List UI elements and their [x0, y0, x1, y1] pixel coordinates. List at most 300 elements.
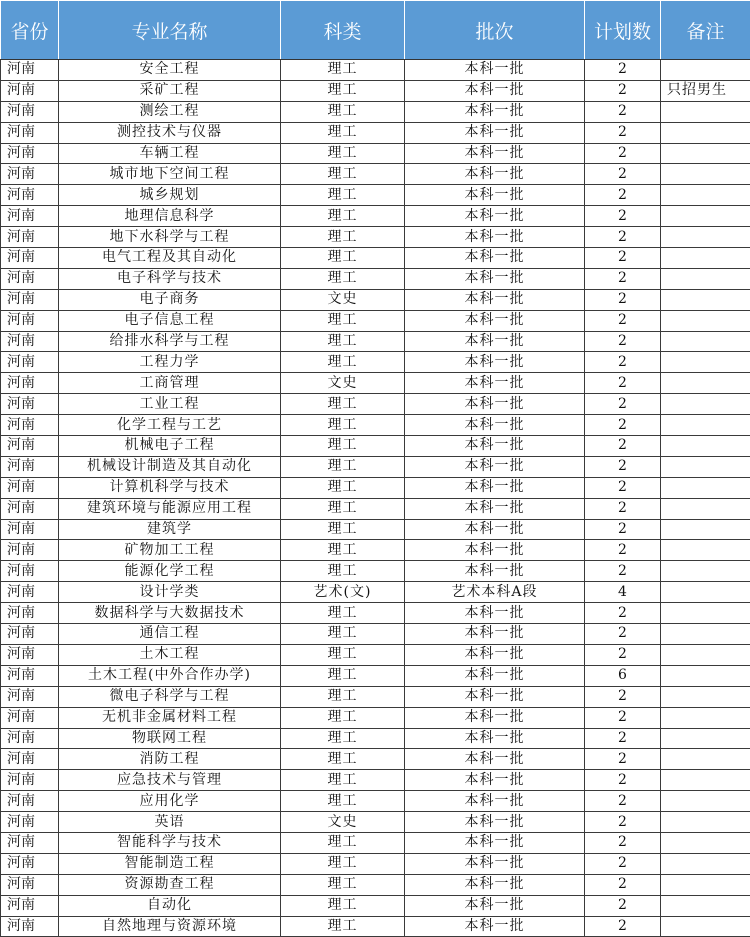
- cell-category: 理工: [281, 456, 405, 477]
- cell-category: 理工: [281, 394, 405, 415]
- cell-province: 河南: [1, 415, 59, 436]
- cell-note: [661, 415, 750, 436]
- header-batch: 批次: [405, 1, 585, 60]
- cell-category: 艺术(文): [281, 582, 405, 603]
- cell-plan: 2: [585, 477, 661, 498]
- cell-province: 河南: [1, 916, 59, 937]
- cell-plan: 2: [585, 686, 661, 707]
- cell-note: [661, 394, 750, 415]
- cell-note: [661, 164, 750, 185]
- table-row: [1, 436, 750, 457]
- cell-plan: 2: [585, 310, 661, 331]
- cell-batch: 本科一批: [405, 101, 585, 122]
- table-row: [1, 832, 750, 853]
- cell-province: 河南: [1, 874, 59, 895]
- cell-note: [661, 624, 750, 645]
- cell-major: 测控技术与仪器: [59, 122, 281, 143]
- cell-major: 应用化学: [59, 791, 281, 812]
- cell-major: 车辆工程: [59, 143, 281, 164]
- cell-major: 能源化学工程: [59, 561, 281, 582]
- cell-province: 河南: [1, 101, 59, 122]
- cell-batch: 本科一批: [405, 248, 585, 269]
- table-header: [1, 1, 750, 60]
- cell-plan: 2: [585, 227, 661, 248]
- cell-major: 工业工程: [59, 394, 281, 415]
- cell-plan: 2: [585, 289, 661, 310]
- cell-category: 理工: [281, 80, 405, 101]
- cell-plan: 6: [585, 665, 661, 686]
- cell-plan: 2: [585, 394, 661, 415]
- cell-plan: 2: [585, 185, 661, 206]
- cell-major: 机械电子工程: [59, 436, 281, 457]
- cell-note: [661, 644, 750, 665]
- cell-note: [661, 519, 750, 540]
- cell-plan: 2: [585, 352, 661, 373]
- cell-batch: 本科一批: [405, 268, 585, 289]
- table-row: [1, 519, 750, 540]
- cell-batch: 本科一批: [405, 352, 585, 373]
- cell-note: [661, 289, 750, 310]
- cell-province: 河南: [1, 456, 59, 477]
- cell-category: 理工: [281, 728, 405, 749]
- cell-category: 理工: [281, 916, 405, 937]
- table-row: [1, 143, 750, 164]
- table-row: [1, 498, 750, 519]
- cell-note: [661, 268, 750, 289]
- table-body: [1, 60, 750, 937]
- cell-major: 电子信息工程: [59, 310, 281, 331]
- cell-batch: 本科一批: [405, 874, 585, 895]
- cell-note: [661, 373, 750, 394]
- cell-major: 应急技术与管理: [59, 770, 281, 791]
- cell-batch: 本科一批: [405, 770, 585, 791]
- cell-province: 河南: [1, 185, 59, 206]
- cell-major: 计算机科学与技术: [59, 477, 281, 498]
- cell-note: [661, 206, 750, 227]
- table-row: [1, 812, 750, 833]
- cell-province: 河南: [1, 519, 59, 540]
- cell-batch: 本科一批: [405, 832, 585, 853]
- cell-major: 电子商务: [59, 289, 281, 310]
- cell-major: 化学工程与工艺: [59, 415, 281, 436]
- cell-batch: 本科一批: [405, 540, 585, 561]
- cell-plan: 2: [585, 122, 661, 143]
- cell-major: 自动化: [59, 895, 281, 916]
- table-row: [1, 770, 750, 791]
- cell-batch: 本科一批: [405, 436, 585, 457]
- table-row: [1, 227, 750, 248]
- cell-batch: 本科一批: [405, 227, 585, 248]
- cell-category: 理工: [281, 519, 405, 540]
- cell-category: 理工: [281, 122, 405, 143]
- cell-province: 河南: [1, 603, 59, 624]
- cell-province: 河南: [1, 561, 59, 582]
- cell-batch: 本科一批: [405, 916, 585, 937]
- cell-batch: 本科一批: [405, 791, 585, 812]
- cell-batch: 本科一批: [405, 310, 585, 331]
- cell-note: [661, 728, 750, 749]
- cell-province: 河南: [1, 853, 59, 874]
- cell-province: 河南: [1, 665, 59, 686]
- cell-category: 理工: [281, 791, 405, 812]
- cell-major: 数据科学与大数据技术: [59, 603, 281, 624]
- table-row: [1, 624, 750, 645]
- cell-batch: 本科一批: [405, 644, 585, 665]
- table-row: [1, 728, 750, 749]
- table-row: [1, 665, 750, 686]
- cell-category: 理工: [281, 603, 405, 624]
- cell-batch: 本科一批: [405, 415, 585, 436]
- cell-batch: 本科一批: [405, 812, 585, 833]
- cell-category: 理工: [281, 227, 405, 248]
- cell-batch: 本科一批: [405, 498, 585, 519]
- cell-major: 地理信息科学: [59, 206, 281, 227]
- cell-note: [661, 248, 750, 269]
- table-row: [1, 60, 750, 81]
- cell-batch: 本科一批: [405, 331, 585, 352]
- cell-plan: 2: [585, 80, 661, 101]
- cell-note: [661, 749, 750, 770]
- cell-batch: 本科一批: [405, 728, 585, 749]
- cell-batch: 本科一批: [405, 394, 585, 415]
- cell-batch: 本科一批: [405, 853, 585, 874]
- cell-province: 河南: [1, 373, 59, 394]
- header-major: 专业名称: [59, 1, 281, 60]
- cell-category: 理工: [281, 164, 405, 185]
- cell-major: 城市地下空间工程: [59, 164, 281, 185]
- header-province: 省份: [1, 1, 59, 60]
- cell-province: 河南: [1, 540, 59, 561]
- cell-province: 河南: [1, 248, 59, 269]
- cell-note: [661, 832, 750, 853]
- cell-province: 河南: [1, 895, 59, 916]
- cell-category: 理工: [281, 624, 405, 645]
- cell-major: 电子科学与技术: [59, 268, 281, 289]
- cell-plan: 2: [585, 644, 661, 665]
- cell-major: 无机非金属材料工程: [59, 707, 281, 728]
- cell-note: [661, 331, 750, 352]
- cell-note: [661, 665, 750, 686]
- cell-plan: 2: [585, 832, 661, 853]
- cell-plan: 2: [585, 874, 661, 895]
- cell-batch: 本科一批: [405, 185, 585, 206]
- cell-plan: 2: [585, 603, 661, 624]
- cell-batch: 本科一批: [405, 80, 585, 101]
- cell-category: 理工: [281, 665, 405, 686]
- table-row: [1, 415, 750, 436]
- cell-batch: 本科一批: [405, 289, 585, 310]
- cell-province: 河南: [1, 812, 59, 833]
- cell-note: [661, 770, 750, 791]
- cell-category: 理工: [281, 268, 405, 289]
- cell-province: 河南: [1, 310, 59, 331]
- cell-province: 河南: [1, 644, 59, 665]
- cell-category: 理工: [281, 540, 405, 561]
- cell-major: 电气工程及其自动化: [59, 248, 281, 269]
- cell-plan: 2: [585, 164, 661, 185]
- cell-province: 河南: [1, 227, 59, 248]
- cell-province: 河南: [1, 289, 59, 310]
- cell-note: [661, 582, 750, 603]
- cell-category: 理工: [281, 749, 405, 770]
- cell-major: 物联网工程: [59, 728, 281, 749]
- cell-note: [661, 227, 750, 248]
- cell-category: 理工: [281, 770, 405, 791]
- table-row: [1, 310, 750, 331]
- cell-batch: 本科一批: [405, 206, 585, 227]
- table-row: [1, 331, 750, 352]
- cell-category: 理工: [281, 310, 405, 331]
- cell-plan: 2: [585, 519, 661, 540]
- cell-plan: 2: [585, 749, 661, 770]
- table-row: [1, 874, 750, 895]
- cell-batch: 本科一批: [405, 456, 585, 477]
- table-row: [1, 456, 750, 477]
- cell-batch: 本科一批: [405, 624, 585, 645]
- cell-note: [661, 603, 750, 624]
- cell-province: 河南: [1, 498, 59, 519]
- table-row: [1, 122, 750, 143]
- table-row: [1, 749, 750, 770]
- header-category: 科类: [281, 1, 405, 60]
- table-row: [1, 185, 750, 206]
- table-row: [1, 895, 750, 916]
- cell-province: 河南: [1, 686, 59, 707]
- cell-province: 河南: [1, 80, 59, 101]
- table-row: [1, 686, 750, 707]
- cell-category: 理工: [281, 477, 405, 498]
- cell-plan: 2: [585, 60, 661, 81]
- cell-batch: 本科一批: [405, 519, 585, 540]
- cell-plan: 2: [585, 498, 661, 519]
- cell-province: 河南: [1, 331, 59, 352]
- table-row: [1, 164, 750, 185]
- cell-major: 采矿工程: [59, 80, 281, 101]
- table-row: [1, 373, 750, 394]
- table-row: [1, 644, 750, 665]
- cell-plan: 2: [585, 540, 661, 561]
- table-row: [1, 206, 750, 227]
- cell-province: 河南: [1, 707, 59, 728]
- cell-batch: 艺术本科A段: [405, 582, 585, 603]
- cell-major: 智能制造工程: [59, 853, 281, 874]
- cell-major: 微电子科学与工程: [59, 686, 281, 707]
- cell-plan: 2: [585, 624, 661, 645]
- cell-province: 河南: [1, 582, 59, 603]
- cell-province: 河南: [1, 770, 59, 791]
- cell-plan: 2: [585, 206, 661, 227]
- cell-major: 工商管理: [59, 373, 281, 394]
- cell-batch: 本科一批: [405, 122, 585, 143]
- header-plan: 计划数: [585, 1, 661, 60]
- cell-category: 理工: [281, 101, 405, 122]
- table-row: [1, 477, 750, 498]
- cell-note: [661, 853, 750, 874]
- cell-batch: 本科一批: [405, 665, 585, 686]
- cell-plan: 2: [585, 791, 661, 812]
- cell-note: [661, 686, 750, 707]
- cell-major: 机械设计制造及其自动化: [59, 456, 281, 477]
- cell-plan: 2: [585, 456, 661, 477]
- cell-category: 文史: [281, 289, 405, 310]
- cell-batch: 本科一批: [405, 60, 585, 81]
- cell-plan: 2: [585, 268, 661, 289]
- cell-batch: 本科一批: [405, 686, 585, 707]
- cell-category: 理工: [281, 874, 405, 895]
- cell-major: 给排水科学与工程: [59, 331, 281, 352]
- cell-batch: 本科一批: [405, 895, 585, 916]
- cell-batch: 本科一批: [405, 603, 585, 624]
- table-row: [1, 561, 750, 582]
- cell-note: [661, 456, 750, 477]
- cell-category: 理工: [281, 498, 405, 519]
- table-row: [1, 80, 750, 101]
- cell-major: 设计学类: [59, 582, 281, 603]
- cell-batch: 本科一批: [405, 143, 585, 164]
- cell-note: 只招男生: [661, 80, 750, 101]
- cell-category: 理工: [281, 352, 405, 373]
- cell-plan: 2: [585, 853, 661, 874]
- cell-note: [661, 352, 750, 373]
- cell-category: 理工: [281, 143, 405, 164]
- header-row: [1, 1, 750, 60]
- cell-note: [661, 185, 750, 206]
- cell-major: 消防工程: [59, 749, 281, 770]
- cell-major: 矿物加工工程: [59, 540, 281, 561]
- cell-category: 理工: [281, 415, 405, 436]
- cell-batch: 本科一批: [405, 749, 585, 770]
- cell-note: [661, 60, 750, 81]
- table-row: [1, 352, 750, 373]
- cell-province: 河南: [1, 352, 59, 373]
- cell-major: 英语: [59, 812, 281, 833]
- cell-note: [661, 895, 750, 916]
- cell-province: 河南: [1, 143, 59, 164]
- cell-plan: 2: [585, 812, 661, 833]
- cell-plan: 2: [585, 707, 661, 728]
- cell-province: 河南: [1, 832, 59, 853]
- cell-batch: 本科一批: [405, 164, 585, 185]
- cell-major: 通信工程: [59, 624, 281, 645]
- cell-province: 河南: [1, 268, 59, 289]
- cell-category: 理工: [281, 561, 405, 582]
- cell-plan: 2: [585, 770, 661, 791]
- cell-plan: 2: [585, 895, 661, 916]
- cell-batch: 本科一批: [405, 707, 585, 728]
- table-row: [1, 603, 750, 624]
- cell-province: 河南: [1, 206, 59, 227]
- table-row: [1, 707, 750, 728]
- cell-note: [661, 791, 750, 812]
- cell-province: 河南: [1, 791, 59, 812]
- cell-category: 理工: [281, 707, 405, 728]
- cell-province: 河南: [1, 624, 59, 645]
- cell-major: 土木工程: [59, 644, 281, 665]
- cell-province: 河南: [1, 164, 59, 185]
- cell-plan: 2: [585, 415, 661, 436]
- table-row: [1, 791, 750, 812]
- cell-province: 河南: [1, 477, 59, 498]
- cell-note: [661, 436, 750, 457]
- cell-plan: 2: [585, 331, 661, 352]
- cell-note: [661, 540, 750, 561]
- cell-category: 文史: [281, 812, 405, 833]
- cell-category: 理工: [281, 60, 405, 81]
- cell-major: 智能科学与技术: [59, 832, 281, 853]
- cell-category: 理工: [281, 248, 405, 269]
- cell-note: [661, 310, 750, 331]
- header-note: 备注: [661, 1, 750, 60]
- cell-major: 地下水科学与工程: [59, 227, 281, 248]
- table-row: [1, 582, 750, 603]
- cell-note: [661, 122, 750, 143]
- cell-major: 工程力学: [59, 352, 281, 373]
- table-row: [1, 540, 750, 561]
- cell-note: [661, 812, 750, 833]
- cell-plan: 2: [585, 143, 661, 164]
- cell-batch: 本科一批: [405, 373, 585, 394]
- cell-category: 理工: [281, 895, 405, 916]
- cell-province: 河南: [1, 749, 59, 770]
- cell-note: [661, 143, 750, 164]
- cell-plan: 2: [585, 373, 661, 394]
- cell-note: [661, 561, 750, 582]
- cell-category: 理工: [281, 331, 405, 352]
- cell-province: 河南: [1, 60, 59, 81]
- cell-province: 河南: [1, 394, 59, 415]
- table-row: [1, 289, 750, 310]
- table-row: [1, 101, 750, 122]
- table-row: [1, 248, 750, 269]
- cell-category: 理工: [281, 436, 405, 457]
- cell-note: [661, 707, 750, 728]
- cell-category: 文史: [281, 373, 405, 394]
- cell-province: 河南: [1, 122, 59, 143]
- cell-major: 测绘工程: [59, 101, 281, 122]
- cell-major: 建筑环境与能源应用工程: [59, 498, 281, 519]
- cell-plan: 2: [585, 101, 661, 122]
- cell-major: 自然地理与资源环境: [59, 916, 281, 937]
- table-row: [1, 916, 750, 937]
- cell-category: 理工: [281, 832, 405, 853]
- cell-category: 理工: [281, 853, 405, 874]
- cell-province: 河南: [1, 436, 59, 457]
- cell-plan: 2: [585, 248, 661, 269]
- cell-plan: 2: [585, 916, 661, 937]
- cell-category: 理工: [281, 206, 405, 227]
- cell-batch: 本科一批: [405, 477, 585, 498]
- cell-major: 城乡规划: [59, 185, 281, 206]
- cell-province: 河南: [1, 728, 59, 749]
- cell-major: 资源勘查工程: [59, 874, 281, 895]
- cell-category: 理工: [281, 686, 405, 707]
- cell-note: [661, 101, 750, 122]
- cell-plan: 2: [585, 728, 661, 749]
- table-row: [1, 853, 750, 874]
- cell-note: [661, 498, 750, 519]
- cell-category: 理工: [281, 185, 405, 206]
- table-row: [1, 268, 750, 289]
- table-row: [1, 394, 750, 415]
- cell-category: 理工: [281, 644, 405, 665]
- cell-plan: 4: [585, 582, 661, 603]
- cell-plan: 2: [585, 436, 661, 457]
- cell-note: [661, 874, 750, 895]
- cell-major: 建筑学: [59, 519, 281, 540]
- cell-major: 土木工程(中外合作办学): [59, 665, 281, 686]
- cell-plan: 2: [585, 561, 661, 582]
- cell-note: [661, 916, 750, 937]
